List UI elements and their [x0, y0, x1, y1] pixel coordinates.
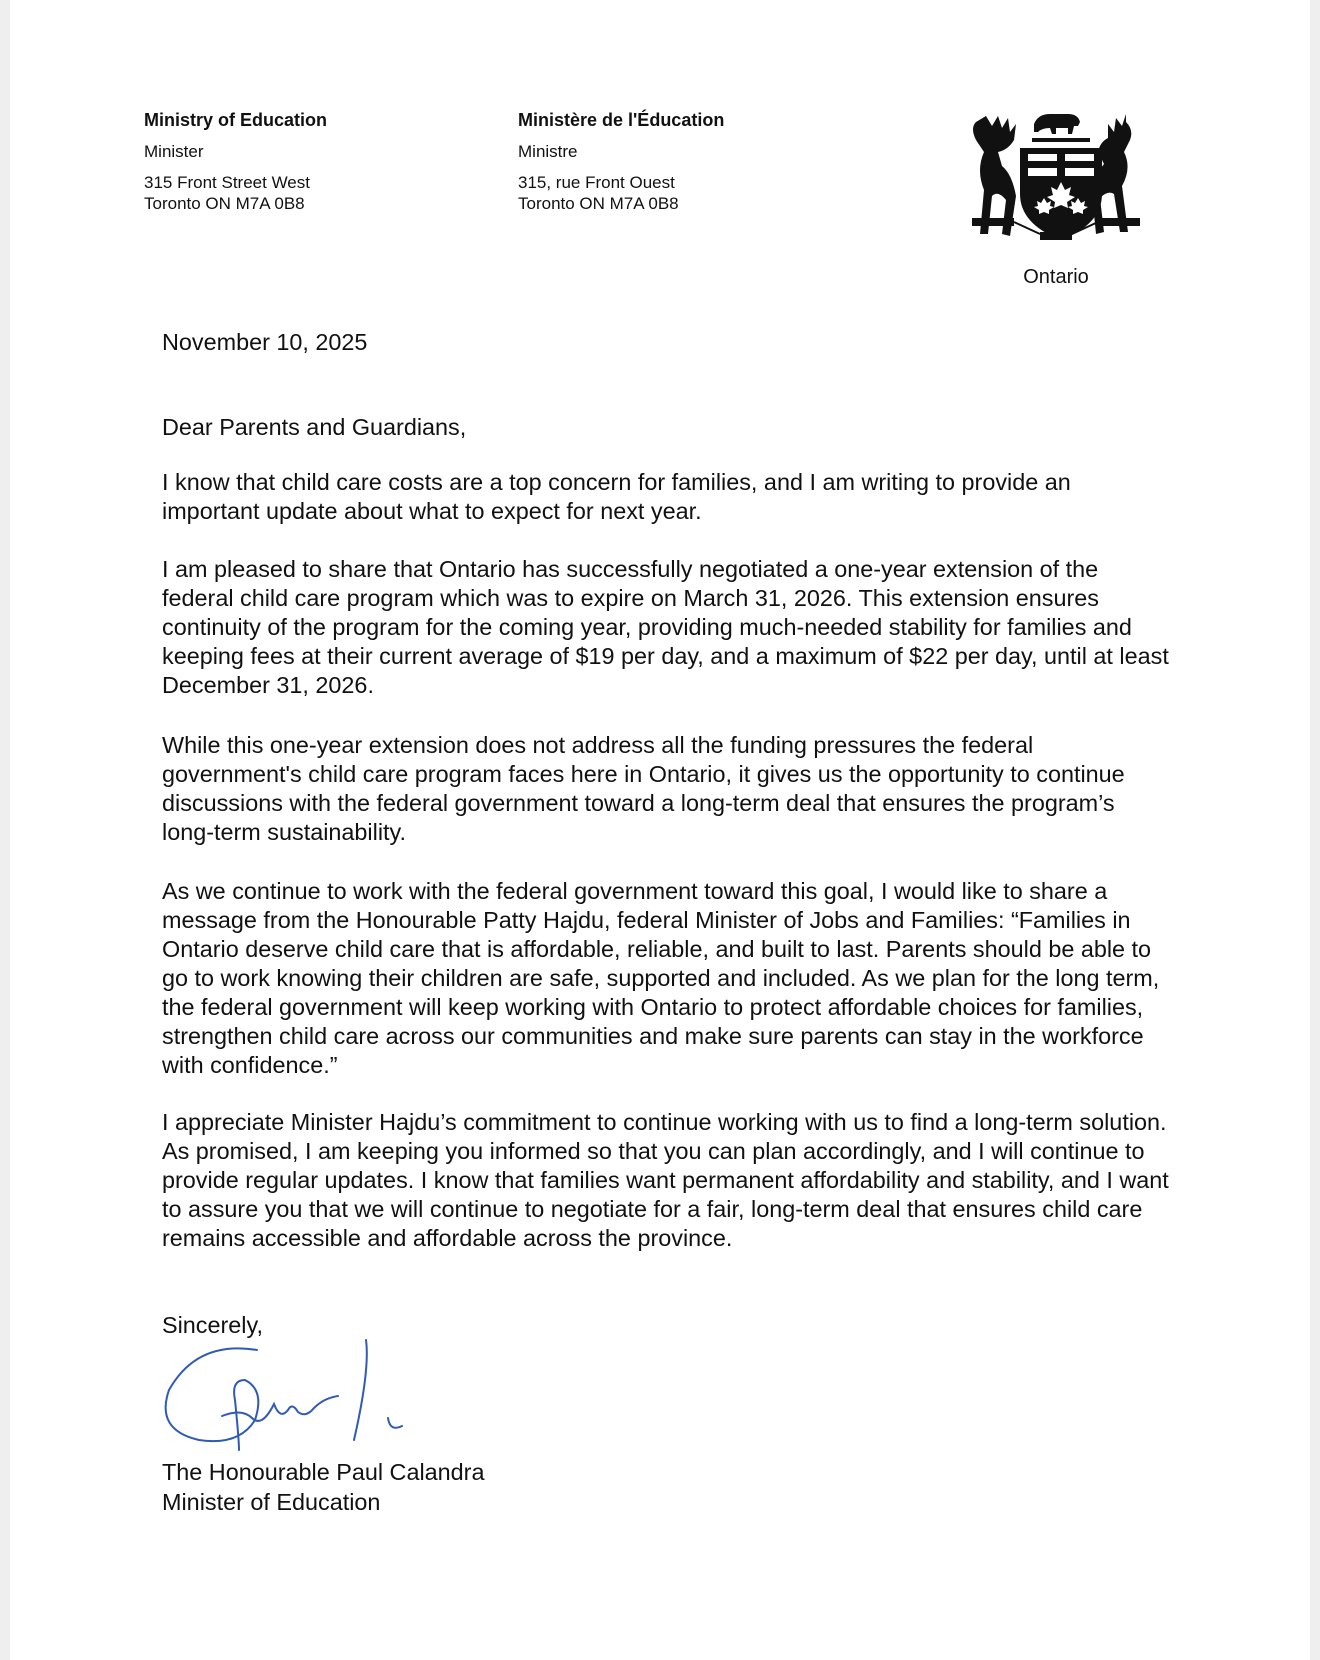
address-line2-french: Toronto ON M7A 0B8 [518, 194, 679, 213]
letterhead-english [144, 110, 327, 214]
address-line2-english: Toronto ON M7A 0B8 [144, 194, 305, 213]
salutation: Dear Parents and Guardians, [162, 414, 467, 440]
signatory-title: Minister of Education [162, 1489, 381, 1515]
body-paragraph [162, 1108, 1172, 1253]
signature-stroke [222, 1396, 338, 1421]
body-paragraph [162, 555, 1172, 700]
ministry-name-english: Ministry of Education [144, 110, 328, 130]
body-paragraph [162, 468, 1172, 526]
minister-role-english: Minister [144, 142, 204, 161]
paragraph-text: I know that child care costs are a top concern for families, and I am writing to provide an important update about what to expect for next year. [162, 469, 1071, 524]
minister-role-french: Ministre [518, 142, 578, 161]
body-paragraph [162, 877, 1172, 1080]
letter-page [10, 0, 1310, 1660]
paragraph-text: While this one-year extension does not address all the funding pressures the federal government's child care program faces here in Ontario, it gives us the opportunity to continue discussions with the federal government toward a long-term deal that ensures the program’s long-term sustainability. [162, 732, 1125, 845]
signature-stroke [354, 1340, 402, 1440]
body-paragraph [162, 731, 1172, 847]
signature-stroke [166, 1348, 259, 1450]
paragraph-text: I appreciate Minister Hajdu’s commitment to continue working with us to find a long-term solution. As promised, I am keeping you informed so that you can plan accordingly, and I will continue to provide regular updates. I know that families want permanent affordability and stability, and I want to assure you that we will continue to negotiate for a fair, long-term deal that ensures child care remains accessible and affordable across the province. [162, 1109, 1169, 1251]
ontario-crest [968, 108, 1144, 290]
address-line1-french: 315, rue Front Ouest [518, 173, 675, 192]
signatory-name: The Honourable Paul Calandra [162, 1459, 485, 1485]
paragraph-text: I am pleased to share that Ontario has successfully negotiated a one-year extension of the federal child care program which was to expire on March 31, 2026. This extension ensures continuity of the program for the coming year, providing much-needed stability for families and keeping fees at their current average of $19 per day, and a maximum of $22 per day, until at least December 31, 2026. [162, 556, 1169, 698]
handwritten-signature [162, 1330, 432, 1460]
closing: Sincerely, [162, 1312, 263, 1338]
address-line1-english: 315 Front Street West [144, 173, 310, 192]
ontario-coat-of-arms-icon [968, 108, 1144, 264]
letterhead-french [518, 110, 724, 214]
ministry-name-french: Ministère de l'Éducation [518, 110, 725, 130]
ontario-wordmark: Ontario [1023, 266, 1089, 288]
paragraph-text: As we continue to work with the federal government toward this goal, I would like to share a message from the Honourable Patty Hajdu, federal Minister of Jobs and Families: “Families in Ontario deserve child care that is affordable, reliable, and built to last. Parents should be able to go to work knowing their children are safe, supported and included. As we plan for the long term, the federal government will keep working with Ontario to protect affordable choices for families, strengthen child care across our communities and make sure parents can stay in the workforce with confidence.” [162, 878, 1160, 1078]
letter-date: November 10, 2025 [162, 329, 368, 355]
